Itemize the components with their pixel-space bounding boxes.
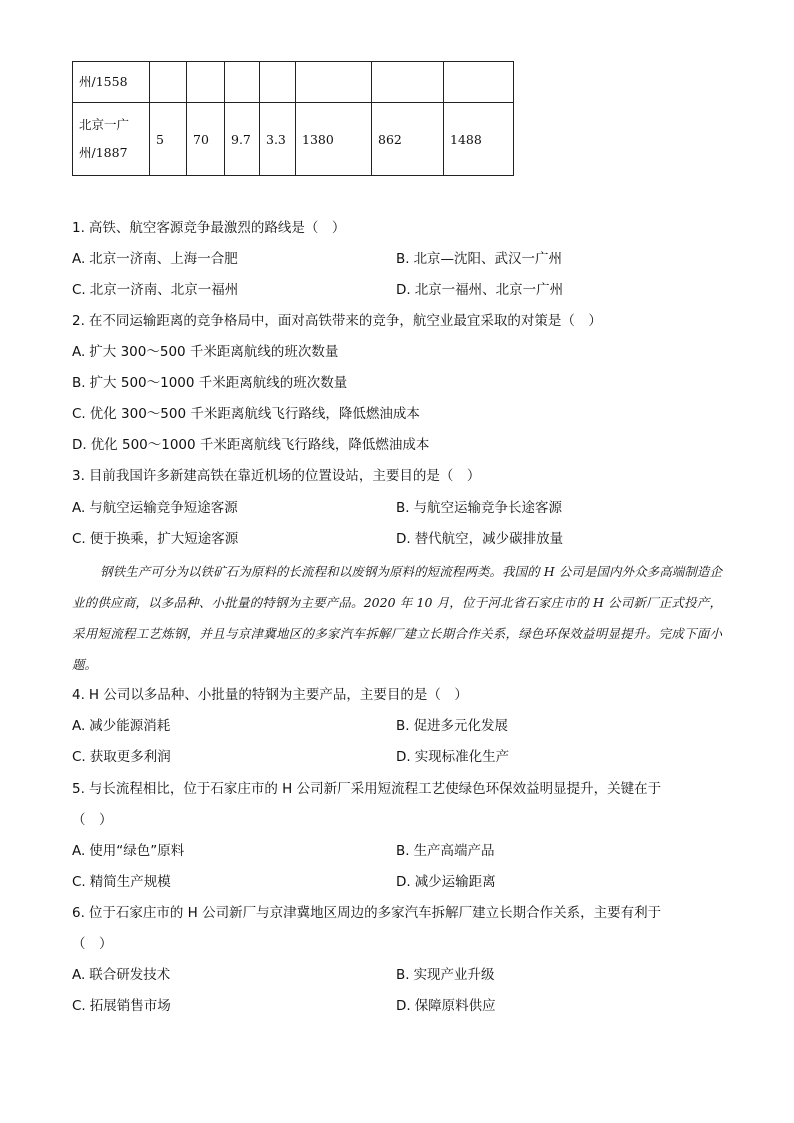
option-b[interactable]: B. 北京—沈阳、武汉一广州 — [396, 251, 563, 267]
option-d[interactable]: D. 保障原料供应 — [396, 998, 496, 1014]
option-b[interactable]: B. 促进多元化发展 — [396, 718, 509, 734]
reading-passage: 钢铁生产可分为以铁矿石为原料的长流程和以废钢为原料的短流程两类。我国的 H 公司是国内外众多高端制造企业的供应商，以多品种、小批量的特钢为主要产品。2020 年 10 月，位于河北省石家庄市的 H 公司新厂正式投产，采用短流程工艺炼钢，并且与京津冀地区的多家汽车拆解厂建立长期合作关系，绿色环保效益明显提升。完成下面小题。 — [72, 564, 722, 672]
table-cell: 862 — [372, 103, 444, 176]
table-cell: 70 — [187, 103, 225, 176]
answer-blank: （ ） — [72, 812, 113, 828]
question-6: 6. 位于石家庄市的 H 公司新厂与京津冀地区周边的多家汽车拆解厂建立长期合作关系，主要有利于 — [72, 905, 662, 921]
option-c[interactable]: C. 获取更多利润 — [72, 749, 171, 765]
option-c[interactable]: C. 精简生产规模 — [72, 874, 171, 890]
question-3: 3. 目前我国许多新建高铁在靠近机场的位置设站，主要目的是（ ） — [72, 468, 481, 484]
table-cell: 1380 — [296, 103, 372, 176]
question-5: 5. 与长流程相比，位于石家庄市的 H 公司新厂采用短流程工艺使绿色环保效益明显提升，关键在于 — [72, 781, 662, 797]
option-row — [72, 496, 562, 516]
table-cell — [444, 62, 514, 103]
option-d[interactable]: D. 北京一福州、北京一广州 — [396, 282, 564, 298]
option-b[interactable]: B. 与航空运输竞争长途客源 — [396, 500, 563, 516]
table-cell — [372, 62, 444, 103]
option-b[interactable]: B. 扩大 500～1000 千米距离航线的班次数量 — [72, 375, 348, 391]
option-a[interactable]: A. 使用“绿色”原料 — [72, 843, 185, 859]
table-cell: 1488 — [444, 103, 514, 176]
option-row — [72, 714, 508, 734]
question-2: 2. 在不同运输距离的竞争格局中，面对高铁带来的竞争，航空业最宜采取的对策是（ ） — [72, 313, 602, 329]
option-d[interactable]: D. 减少运输距离 — [396, 874, 496, 890]
option-row — [72, 278, 563, 298]
option-d[interactable]: D. 实现标准化生产 — [396, 749, 510, 765]
data-table — [72, 61, 514, 176]
table-row — [73, 62, 514, 103]
option-row — [72, 994, 496, 1014]
table-cell — [296, 62, 372, 103]
option-a[interactable]: A. 联合研发技术 — [72, 967, 171, 983]
option-c[interactable]: C. 便于换乘，扩大短途客源 — [72, 531, 239, 547]
option-a[interactable]: A. 减少能源消耗 — [72, 718, 171, 734]
option-row — [72, 870, 496, 890]
option-row — [72, 963, 495, 983]
option-b[interactable]: B. 生产高端产品 — [396, 843, 495, 859]
option-b[interactable]: B. 实现产业升级 — [396, 967, 495, 983]
option-row — [72, 247, 562, 267]
option-a[interactable]: A. 扩大 300～500 千米距离航线的班次数量 — [72, 344, 339, 360]
option-a[interactable]: A. 北京一济南、上海一合肥 — [72, 251, 238, 267]
question-1: 1. 高铁、航空客源竞争最激烈的路线是（ ） — [72, 220, 346, 236]
route-cell: 北京一广 州/1887 — [73, 103, 150, 176]
table-cell — [150, 62, 187, 103]
table-cell — [260, 62, 296, 103]
table-row — [73, 103, 514, 176]
table-cell: 5 — [150, 103, 187, 176]
table-cell — [225, 62, 260, 103]
route-cell: 州/1558 — [73, 62, 150, 103]
option-c[interactable]: C. 拓展销售市场 — [72, 998, 171, 1014]
question-4: 4. H 公司以多品种、小批量的特钢为主要产品，主要目的是（ ） — [72, 687, 468, 703]
answer-blank: （ ） — [72, 936, 113, 952]
option-row — [72, 527, 563, 547]
option-d[interactable]: D. 替代航空，减少碳排放量 — [396, 531, 564, 547]
option-a[interactable]: A. 与航空运输竞争短途客源 — [72, 500, 238, 516]
table-cell — [187, 62, 225, 103]
option-row — [72, 745, 509, 765]
table-cell: 9.7 — [225, 103, 260, 176]
option-row — [72, 839, 495, 859]
option-c[interactable]: C. 北京一济南、北京一福州 — [72, 282, 239, 298]
option-d[interactable]: D. 优化 500～1000 千米距离航线飞行路线，降低燃油成本 — [72, 437, 430, 453]
option-c[interactable]: C. 优化 300～500 千米距离航线飞行路线，降低燃油成本 — [72, 406, 420, 422]
table-cell: 3.3 — [260, 103, 296, 176]
